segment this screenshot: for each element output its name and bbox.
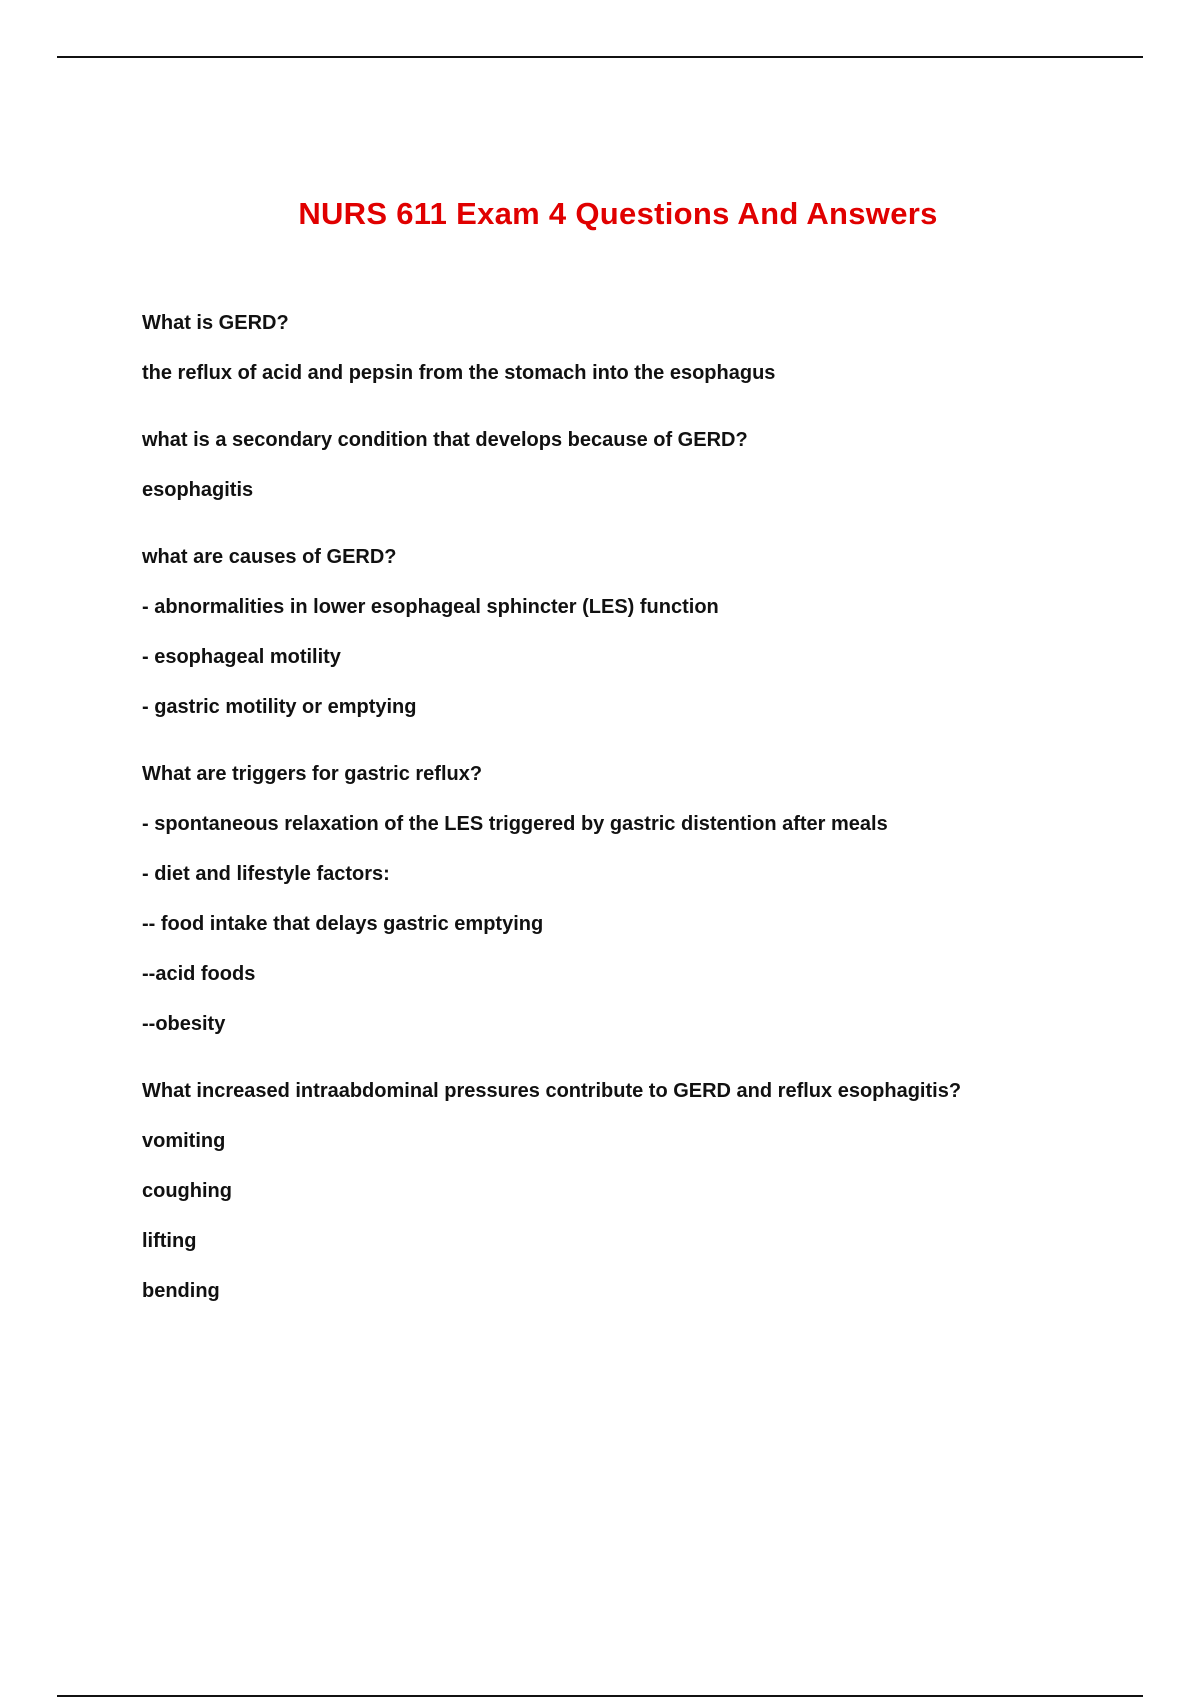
answer-line: -- food intake that delays gastric emptying	[142, 913, 544, 935]
question: What increased intraabdominal pressures contribute to GERD and reflux esophagitis?	[142, 1080, 962, 1102]
qa-section	[142, 1081, 1142, 1301]
question: What are triggers for gastric reflux?	[142, 763, 483, 785]
answer-line: - spontaneous relaxation of the LES triggered by gastric distention after meals	[142, 813, 888, 835]
bottom-rule	[57, 1695, 1143, 1697]
answer-line: lifting	[142, 1230, 197, 1252]
document-title: NURS 611 Exam 4 Questions And Answers	[298, 196, 938, 231]
answer-line: vomiting	[142, 1130, 226, 1152]
answer-line: --obesity	[142, 1013, 226, 1035]
answer-line: - esophageal motility	[142, 646, 341, 668]
qa-section	[142, 764, 1142, 1034]
answer-line: esophagitis	[142, 479, 254, 501]
answer-line: the reflux of acid and pepsin from the stomach into the esophagus	[142, 362, 776, 384]
answer-line: --acid foods	[142, 963, 256, 985]
question: what are causes of GERD?	[142, 546, 397, 568]
top-rule	[57, 56, 1143, 58]
question: What is GERD?	[142, 312, 289, 334]
question: what is a secondary condition that develops because of GERD?	[142, 429, 748, 451]
answer-line: - gastric motility or emptying	[142, 696, 417, 718]
qa-section	[142, 430, 1142, 500]
qa-content	[142, 313, 1142, 1348]
qa-section	[142, 313, 1142, 383]
answer-line: coughing	[142, 1180, 232, 1202]
answer-line: - abnormalities in lower esophageal sphincter (LES) function	[142, 596, 719, 618]
answer-line: - diet and lifestyle factors:	[142, 863, 390, 885]
answer-line: bending	[142, 1280, 220, 1302]
qa-section	[142, 547, 1142, 717]
